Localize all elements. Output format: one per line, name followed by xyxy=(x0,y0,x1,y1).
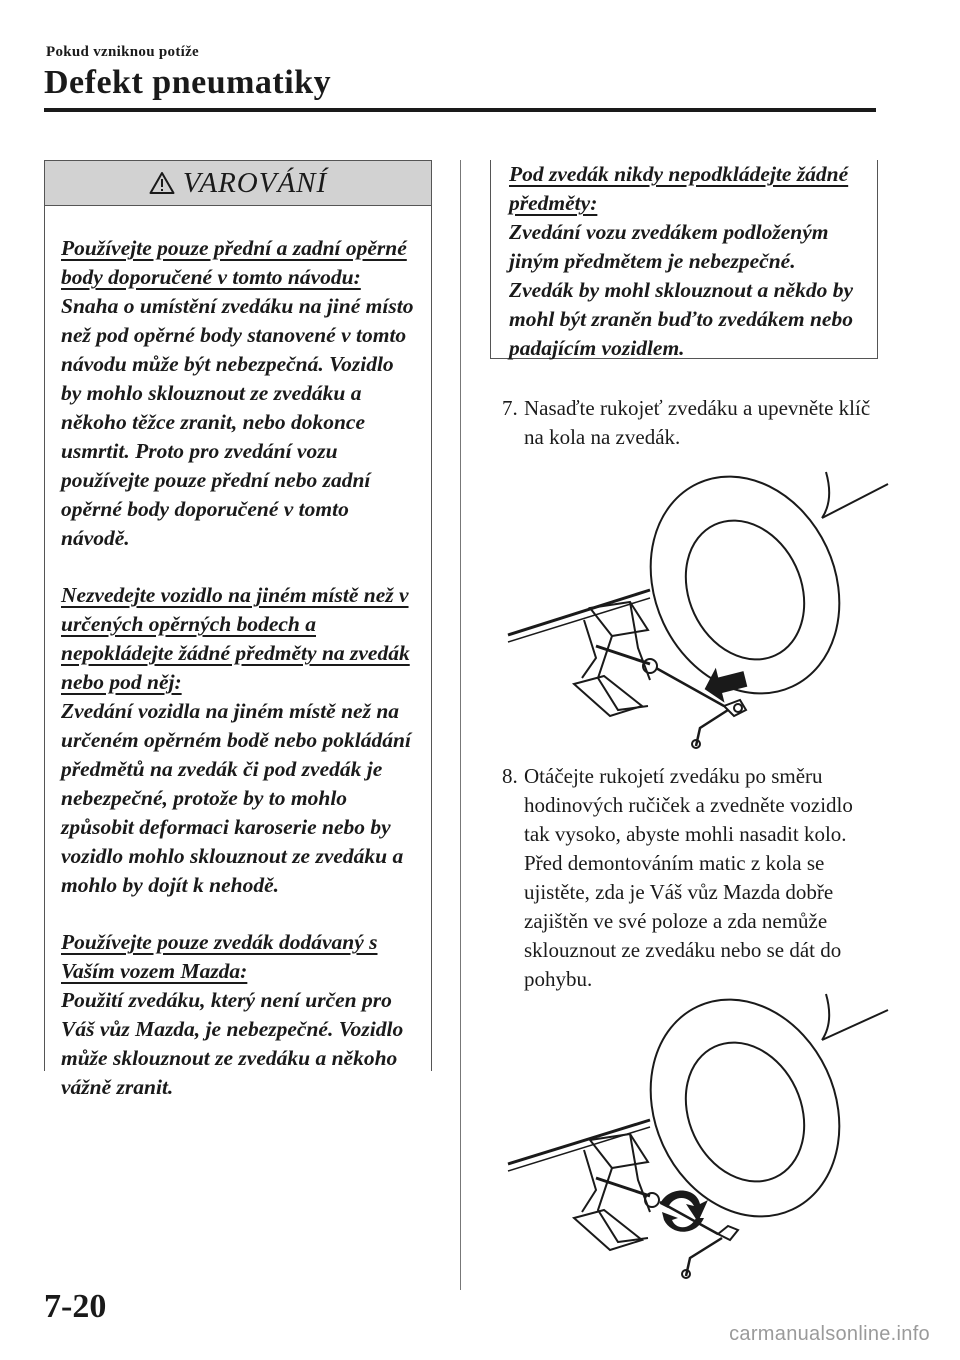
warning-heading: Nezvedejte vozidlo na jiném místě než v určených opěrných bodech a nepokládejte žádné předměty na zvedák nebo pod něj: xyxy=(61,583,410,694)
warning-title: VAROVÁNÍ xyxy=(182,166,328,199)
page-title: Defekt pneumatiky xyxy=(44,64,332,101)
warning-box xyxy=(44,160,432,1099)
warning-text: Zvedání vozu zvedákem podloženým jiným předmětem je nebezpečné. Zvedák by mohl sklouznout a někdo by mohl být zraněn buďto zvedákem nebo padajícím vozidlem. xyxy=(509,220,854,360)
step-7 xyxy=(502,394,882,452)
warning-section xyxy=(61,234,417,553)
step-8 xyxy=(502,762,882,994)
warning-heading: Pod zvedák nikdy nepodkládejte žádné předměty: xyxy=(509,162,849,215)
warning-heading: Používejte pouze přední a zadní opěrné body doporučené v tomto návodu: xyxy=(61,236,407,289)
warning-header xyxy=(45,161,431,206)
watermark: carmanualsonline.info xyxy=(729,1323,930,1345)
step-text: Otáčejte rukojetí zvedáku po směru hodinových ručiček a zvedněte vozidlo tak vysoko, abyste mohli nasadit kolo. Před demontováním matic z kola se ujistěte, zda je Váš vůz Mazda dobře zajištěn ve své poloze a zda nemůže sklouznout ze zvedáku nebo se dát do pohybu. xyxy=(524,764,853,991)
step-text: Nasaďte rukojeť zvedáku a upevněte klíč na kola na zvedák. xyxy=(524,396,871,449)
breadcrumb: Pokud vzniknou potíže xyxy=(46,44,200,60)
warning-section xyxy=(61,581,417,900)
warning-box-continued xyxy=(490,160,878,359)
warning-text: Zvedání vozidla na jiném místě než na určeném opěrném bodě nebo pokládání předmětů na zvedák či pod zvedák je nebezpečné, protože by to mohlo způsobit deformaci karoserie nebo by vozidlo mohlo sklouznout ze zvedáku a mohlo by dojít k nehodě. xyxy=(61,699,411,897)
warning-section xyxy=(509,160,863,363)
warning-text: Snaha o umístění zvedáku na jiné místo než pod opěrné body stanovené v tomto návodu může být nebezpečná. Vozidlo by mohlo sklouznout ze zvedáku a někoho těžce zranit, nebo dokonce usmrtit. Proto pro zvedání vozu používejte pouze přední nebo zadní opěrné body doporučené v tomto návodě. xyxy=(61,294,414,550)
step-number: 8. xyxy=(502,764,518,788)
page-number: 7-20 xyxy=(44,1288,107,1325)
title-rule xyxy=(44,108,876,112)
column-divider xyxy=(460,160,461,1290)
warning-body xyxy=(491,160,877,363)
warning-text: Použití zvedáku, který není určen pro Váš vůz Mazda, je nebezpečné. Vozidlo může sklouznout ze zvedáku a někoho vážně zranit. xyxy=(61,988,404,1099)
warning-section xyxy=(61,928,417,1102)
warning-body xyxy=(45,206,431,1102)
step-number: 7. xyxy=(502,396,518,420)
jack-handle-illustration xyxy=(500,470,900,760)
direction-arrow-icon xyxy=(700,661,749,706)
warning-heading: Používejte pouze zvedák dodávaný s Vaším vozem Mazda: xyxy=(61,930,378,983)
warning-triangle-icon xyxy=(149,171,175,195)
jack-rotate-illustration xyxy=(500,990,900,1290)
